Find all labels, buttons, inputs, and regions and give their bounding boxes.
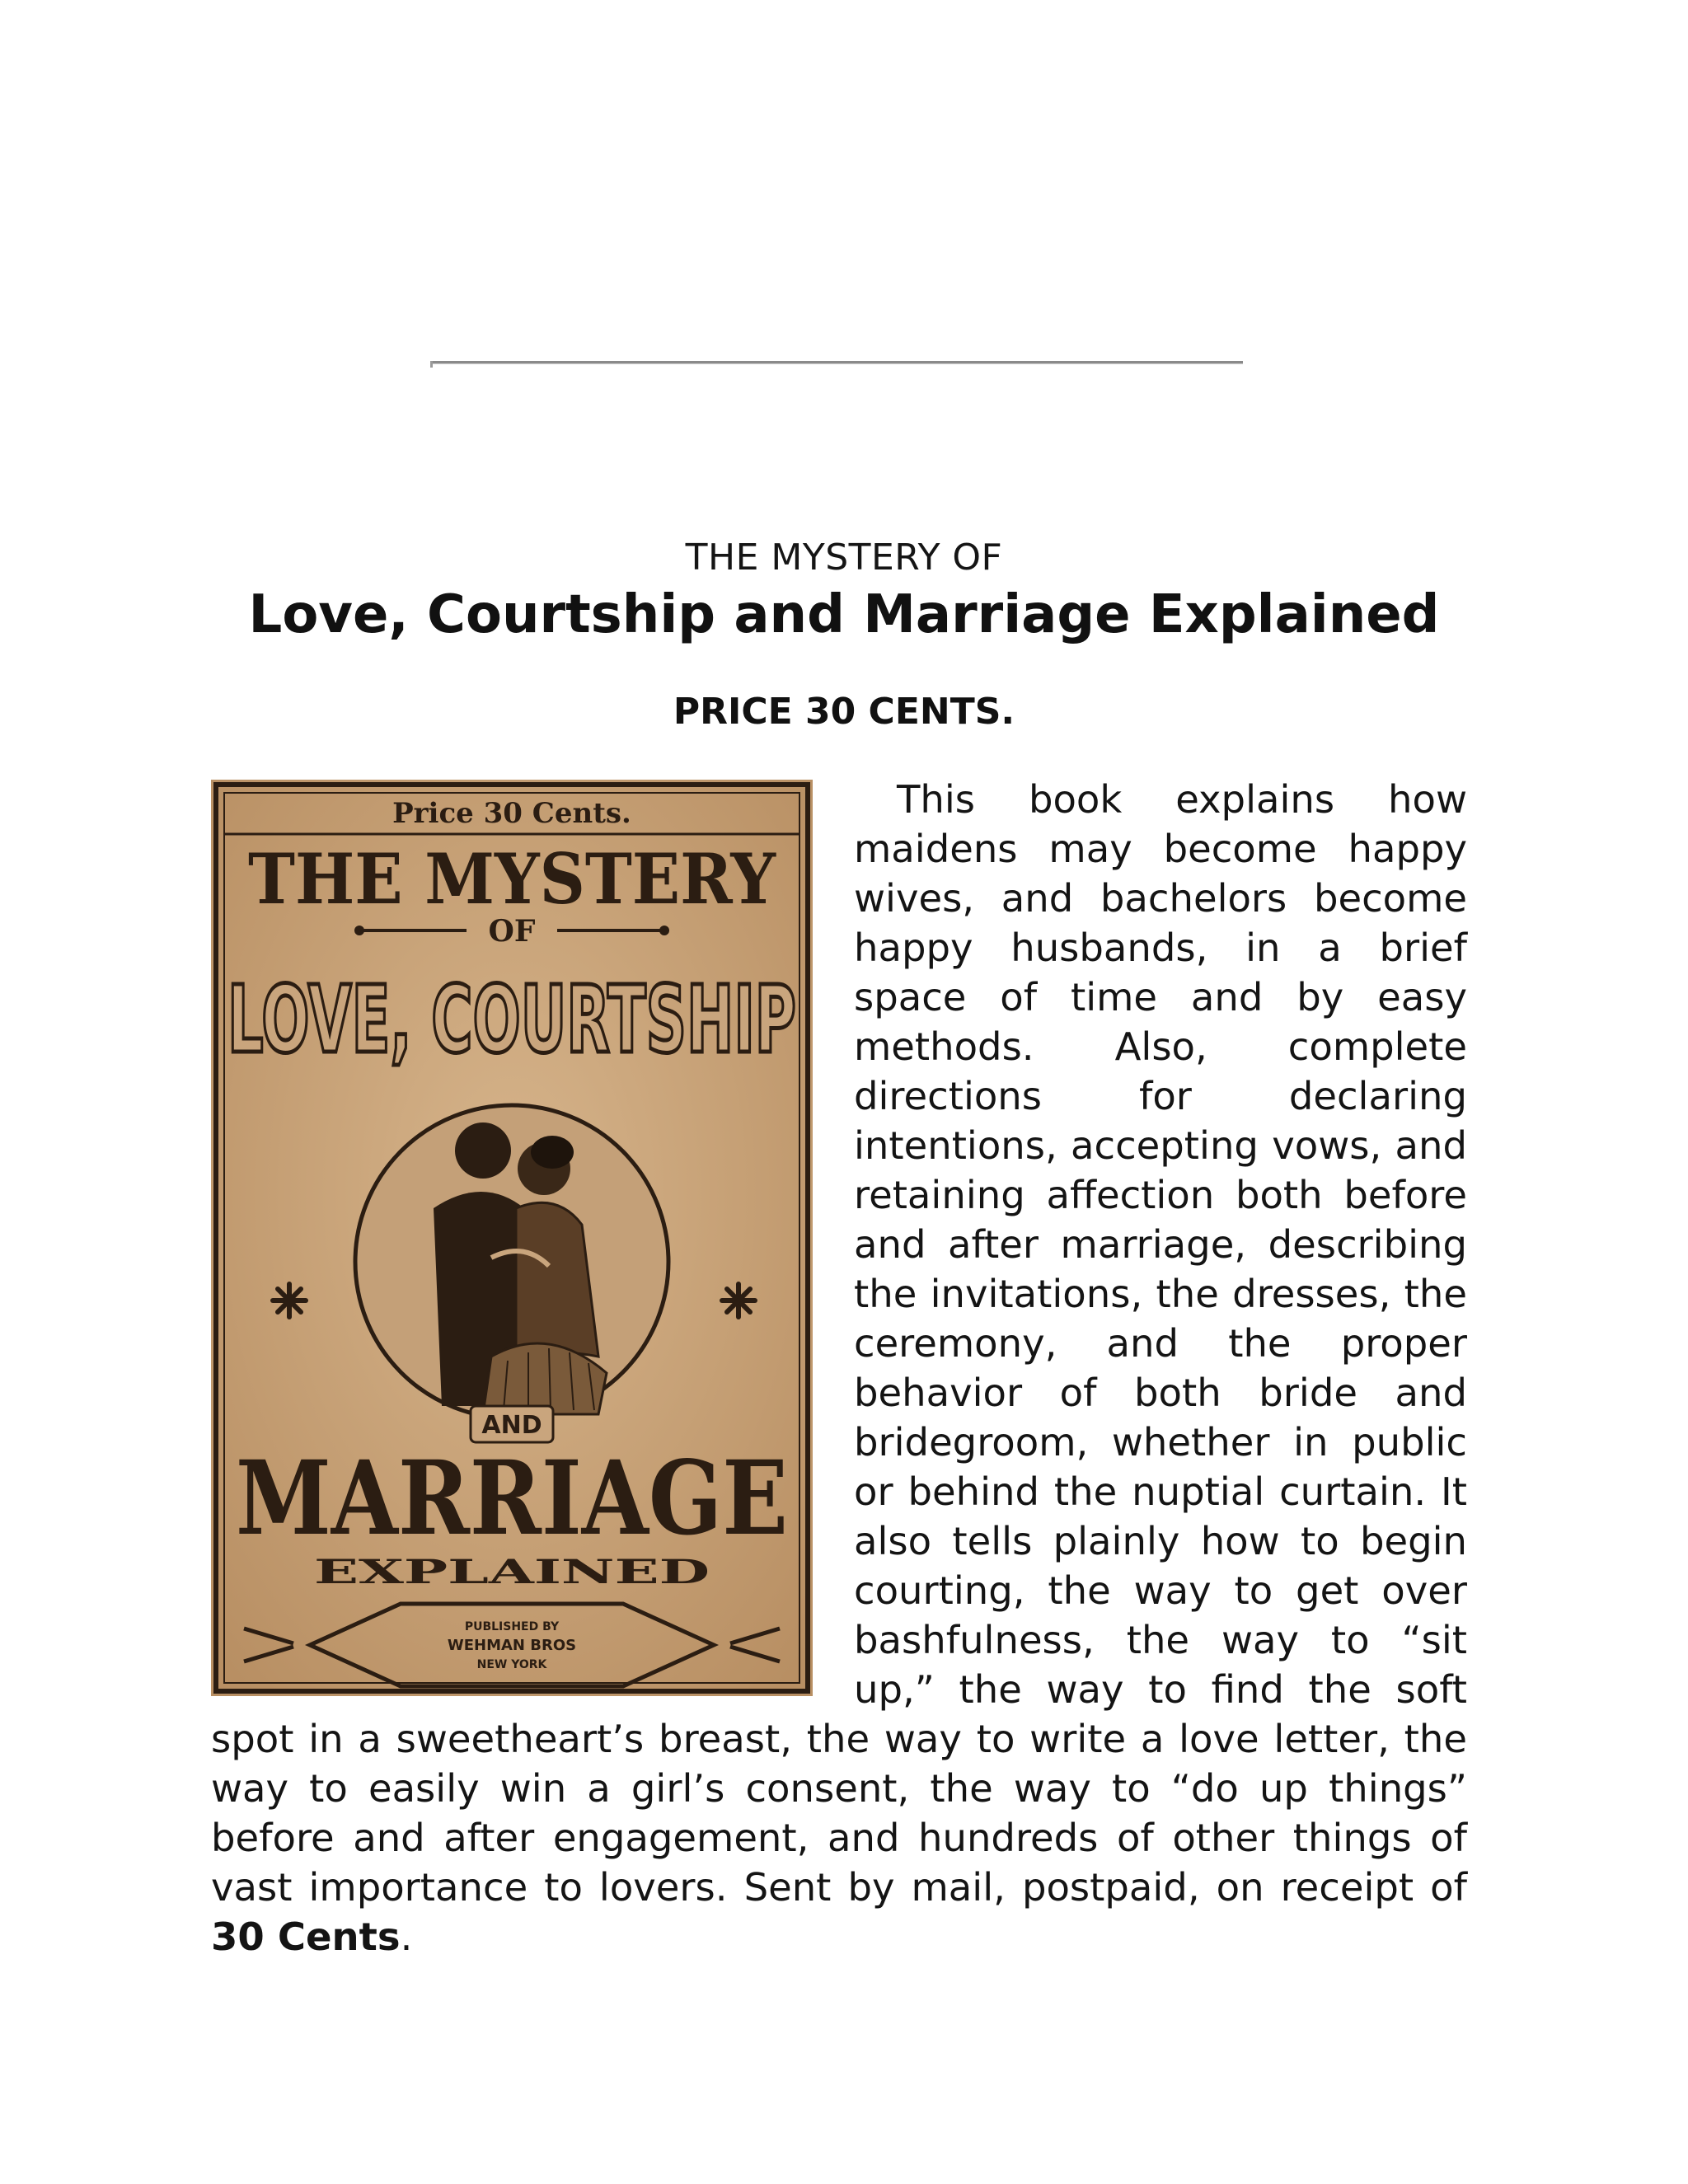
advertisement-text bbox=[211, 775, 1467, 1961]
asterisk-ornament-right bbox=[722, 1284, 755, 1317]
couple-illustration bbox=[355, 1105, 668, 1418]
body-text-end: . bbox=[400, 1915, 413, 1959]
cover-title-of: OF bbox=[488, 914, 536, 949]
body-text: This book explains how maidens may become happy wives, and bachelors become happy husbands, in a brief space of time and by easy methods. Also, complete directions for declaring intentions, accepting vows, and retaining affection both before and after marriage, describing the invitations, the dresses, the ceremony, and the proper behavior of both bride and bridegroom, whether in public or behind the nuptial curtain. It also tells plainly how to begin courting, the way to get over bashfulness, the way to “sit up,” the way to find the soft spot in a sweetheart’s breast, the way to write a love letter, the way to easily win a girl’s consent, the way to “do up things” before and after engagement, and hundreds of other things of vast importance to lovers. Sent by mail, postpaid, on receipt of bbox=[211, 777, 1467, 1910]
book-cover-illustration bbox=[211, 780, 813, 1696]
body-price-emphasis: 30 Cents bbox=[211, 1915, 401, 1959]
cover-title-and: AND bbox=[481, 1411, 542, 1440]
cover-title-explained: EXPLAINED bbox=[314, 1553, 710, 1591]
cover-price-line: Price 30 Cents. bbox=[392, 797, 631, 830]
cover-publisher-line3: NEW YORK bbox=[476, 1658, 547, 1671]
cover-title-line5: MARRIAGE bbox=[236, 1439, 788, 1558]
horizontal-rule bbox=[430, 361, 1243, 364]
page-title: Love, Courtship and Marriage Explained bbox=[248, 584, 1440, 645]
price-heading: PRICE 30 CENTS. bbox=[673, 691, 1015, 733]
cover-title-line3: LOVE, COURTSHIP bbox=[227, 967, 796, 1074]
cover-publisher-line1: PUBLISHED BY bbox=[464, 1620, 560, 1633]
book-cover-image bbox=[211, 780, 813, 1696]
cover-title-line1: THE MYSTERY bbox=[248, 838, 776, 920]
kicker-heading: THE MYSTERY OF bbox=[685, 537, 1003, 579]
asterisk-ornament-left bbox=[273, 1284, 306, 1317]
cover-publisher-line2: WEHMAN BROS bbox=[447, 1637, 577, 1654]
